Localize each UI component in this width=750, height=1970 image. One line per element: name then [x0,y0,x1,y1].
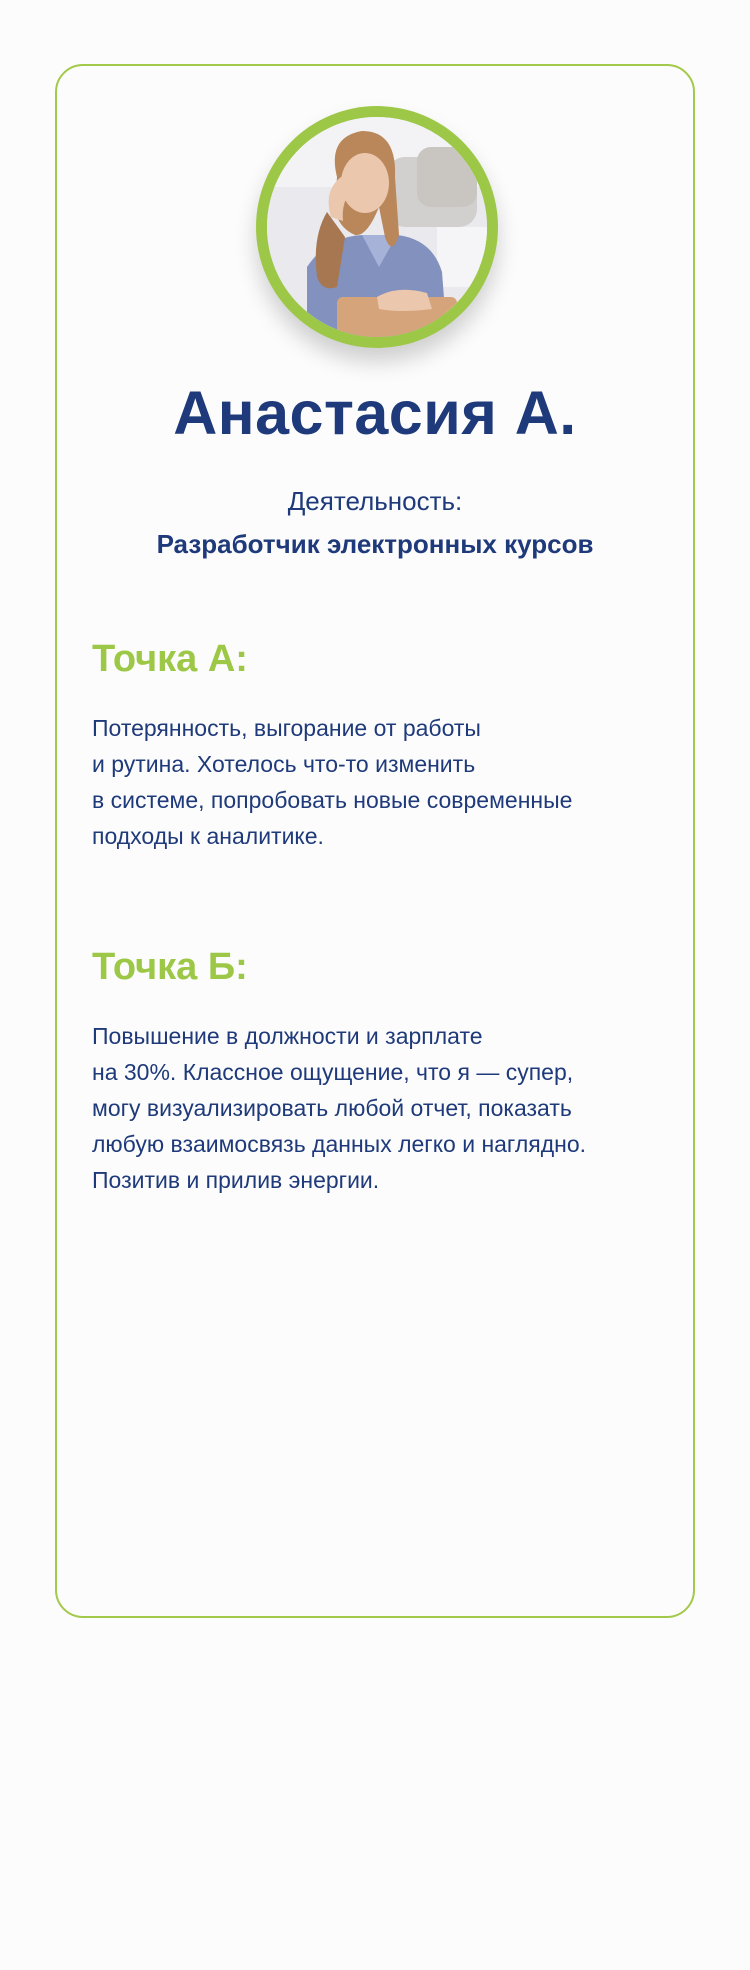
avatar-photo [267,117,487,337]
point-b-line: могу визуализировать любой отчет, показать [92,1095,572,1121]
point-a-line: подходы к аналитике. [92,823,324,849]
point-a-line: в системе, попробовать новые современные [92,787,573,813]
person-name: Анастасия А. [173,379,577,447]
point-b-text [92,1018,692,1198]
point-a-line: Потерянность, выгорание от работы [92,715,481,741]
point-b-title: Точка Б: [92,946,248,988]
occupation-value: Разработчик электронных курсов [156,529,594,559]
point-b-line: на 30%. Классное ощущение, что я — супер, [92,1059,574,1085]
point-a-title: Точка А: [92,638,248,680]
avatar-ring [256,106,498,348]
point-b-line: любую взаимосвязь данных легко и наглядно. [92,1131,586,1157]
point-a-line: и рутина. Хотелось что-то изменить [92,751,476,777]
point-a-text [92,710,692,854]
occupation-label: Деятельность: [287,486,463,516]
point-b-line: Позитив и прилив энергии. [92,1167,380,1193]
avatar [267,117,487,337]
point-b-line: Повышение в должности и зарплате [92,1023,483,1049]
